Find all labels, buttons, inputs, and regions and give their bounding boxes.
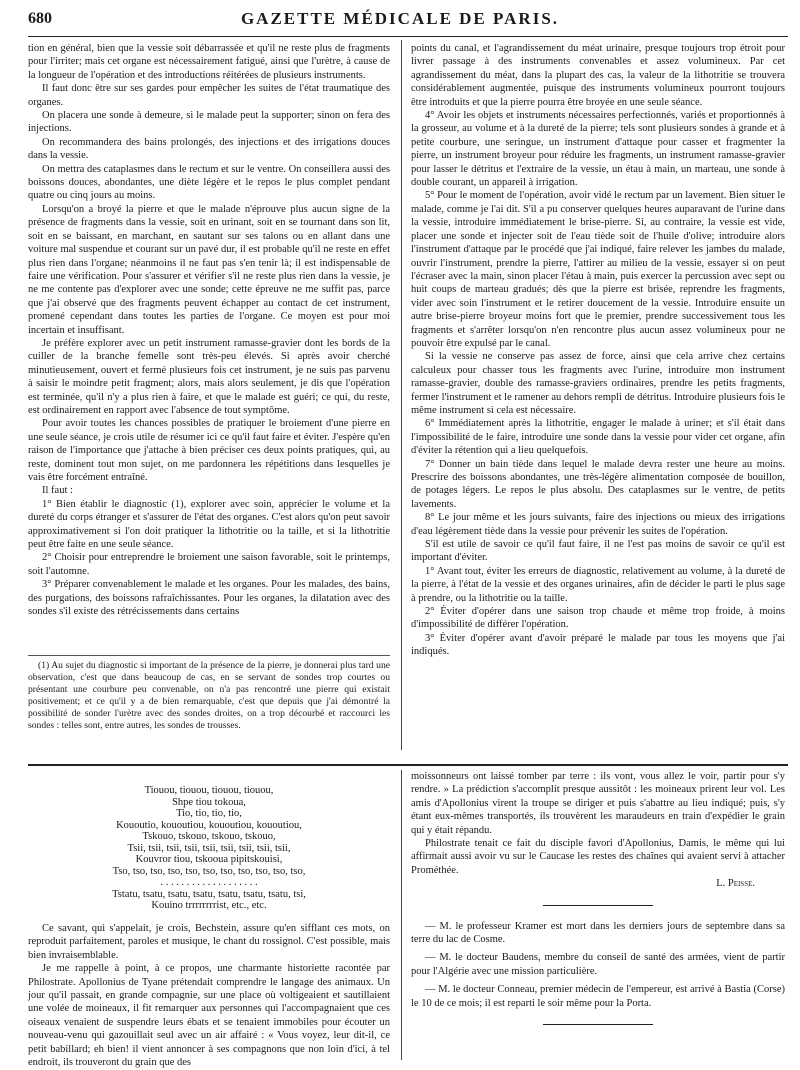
- nightingale-song: [28, 785, 390, 912]
- poem-line: Tso, tso, tso, tso, tso, tso, tso, tso, tso, tso, tso,: [112, 865, 306, 877]
- paragraph: points du canal, et l'agrandissement du méat urinaire, presque toujours trop étroit pour livrer passage à des instruments convenables et assez volumineux. Par cet agrandissement du méat, dans la plupart des cas, la valeur de la lithotritie se trouvera considérablement augmentée, puisque des instruments volumineux pourront toujours être introduits et que la pierre pourra être broyée en une seule séance.: [411, 43, 785, 108]
- paragraph: 4° Avoir les objets et instruments nécessaires perfectionnés, variés et proportionnés à la grosseur, au volume et à la dureté de la pierre; tels sont plusieurs sondes à grande et à petite courbure, une seringue, un instrument d'attaque pour casser et fragmenter la pierre, un instrument broyeur pour réduire les fragments, un instrument ramasse-gravier pour lasser le détritus et l'extraire de la vessie, un étau à main, un marteau, une sonde à double courant, un appareil à irrigation.: [411, 110, 785, 189]
- paragraph: On recommandera des bains prolongés, des injections et des irrigations douces dans la vessie.: [28, 136, 390, 162]
- paragraph: Philostrate tenait ce fait du disciple favori d'Apollonius, Damis, le même qui lui affirmait aussi avoir vu sur le Caucase les restes des chaînes qui avaient servi à attacher Prométhée.: [411, 838, 785, 876]
- paragraph: 2° Éviter d'opérer dans une saison trop chaude et même trop froide, à moins d'impossibilité de différer l'opération.: [411, 606, 785, 631]
- paragraph: Il faut donc être sur ses gardes pour empêcher les suites de l'état traumatique des organes.: [28, 83, 390, 108]
- poem-line: Tiouou, tiouou, tiouou, tiouou,: [144, 785, 274, 796]
- column-divider: [401, 40, 402, 750]
- poem-line: Shpe tiou tokoua,: [172, 796, 246, 808]
- poem-line: Tskouo, tskouo, tskouo, tskouo,: [142, 831, 276, 842]
- feuilleton-divider: [401, 770, 402, 1060]
- right-column: [411, 42, 785, 750]
- poem-line: Tstatu, tsatu, tsatu, tsatu, tsatu, tsatu, tsatu, tsi,: [112, 888, 306, 900]
- short-rule: [543, 905, 653, 906]
- paragraph: Si la vessie ne conserve pas assez de force, ainsi que cela arrive chez certains calculeux pour chasser tous les fragments avec l'urine, introduire mon instrument ramasse-gravier, double des ramasse-graviers ordinaires, prendre les petits fragments, fermer l'instrument et le ramener au dehors rempli de détritus. Introduire plusieurs fois le même instrument si cela est nécessaire.: [411, 351, 785, 416]
- poem-line: Kouino trrrrrrrrist, etc., etc.: [151, 900, 267, 911]
- paragraph: tion en général, bien que la vessie soit débarrassée et qu'il ne reste plus de fragments pour l'irriter; mais cet organe est nécessairement fatigué, ainsi que l'urètre, à cause de la longueur de l'opération et des introductions réitérées de plusieurs instruments.: [28, 43, 390, 81]
- paragraph: Pour avoir toutes les chances possibles de pratiquer le broiement d'une pierre en une seule séance, je crois utile de résumer ici ce qu'il faut faire et éviter. J'espère qu'en raison de l'importance que j'attache à bien préciser ces deux points pratiques, qui, au reste, dominent tout mon sujet, on me pardonnera les répétitions dans lesquelles je vais être forcément entraîné.: [28, 418, 390, 483]
- poem-line: Tio, tio, tio, tio,: [176, 808, 242, 819]
- paragraph: 6° Immédiatement après la lithotritie, engager le malade à uriner; et s'il était dans l'impossibilité de le faire, introduire une sonde dans la vessie pour vider cet organe, afin d'éviter la rétention qui a lieu quelquefois.: [411, 418, 785, 457]
- short-rule: [543, 1024, 653, 1025]
- paragraph: 2° Choisir pour entreprendre le broiement une saison favorable, soit le printemps, soit l'automne.: [28, 552, 390, 577]
- left-column: [28, 42, 390, 646]
- paragraph: moissonneurs ont laissé tomber par terre : ils vont, vous allez le voir, partir pour s'y rendre. » La prédiction s'accomplit presque aussitôt : les moineaux prirent leur vol. Les amis d'Apollonius virent la troupe se diriger et puis s'abattre au lieu indiqué; puis, s'y étant eux-mêmes transportés, ils trouvèrent les maraudeurs en train d'expédier le grain qui y était répandu.: [411, 771, 785, 836]
- paragraph: 3° Éviter d'opérer avant d'avoir préparé le malade par tous les moyens que j'ai indiqués.: [411, 632, 785, 658]
- poem-line: . . . . . . . . . . . . . . . . . . .: [160, 877, 258, 888]
- news-items: [411, 920, 785, 1010]
- paragraph: 1° Avant tout, éviter les erreurs de diagnostic, relativement au volume, à la dureté de la pierre, à l'état de la vessie et des organes urinaires, afin de décider le parti le plus sage à prendre, ou la lithotritie ou la taille.: [411, 565, 785, 604]
- poem-line: Kououtio, kououtiou, kououtiou, kououtiou,: [116, 819, 302, 831]
- paragraph: Lorsqu'on a broyé la pierre et que le malade n'éprouve plus aucun signe de la présence de fragments dans la vessie, soit en urinant, soit en se tournant dans son lit, soit en se baissant, en marchant, en sautant sur ses talons ou en allant dans une voiture mal suspendue et courant sur un pavé dur, il est probable qu'il ne reste en effet plus rien dans l'organe; néanmoins il ne faut pas s'en tenir là; il est indispensable de faire une vérification. Pour s'assurer et vérifier s'il ne reste plus rien dans la vessie, je ne me contente pas d'explorer avec une sonde; cette épreuve ne me suffit pas, parce que j'ai observé que des fragments peuvent échapper au contact de cet instrument, promené cependant dans toutes les parties de l'organe. Ce moyen est pour moi incertain et insuffisant.: [28, 203, 390, 336]
- paragraph: On placera une sonde à demeure, si le malade peut la supporter; sinon on fera des injections.: [28, 110, 390, 135]
- footnote-text: (1) Au sujet du diagnostic si important de la présence de la pierre, je donnerai plus tard une observation, c'est que dans beaucoup de cas, en se servant de sondes trop courtes ou présentant une courbure peu convenable, on n'a pas rencontré une pierre qui existait positivement; et ce qu'il y a de bien remarquable, c'est que depuis que j'ai démontré la possibilité de sonder l'urètre avec des sondes droites, on a trop décourbé et raccourci les sondes : telles sont, entre autres, les sondes de trousses.: [28, 660, 390, 731]
- paragraph: S'il est utile de savoir ce qu'il faut faire, il ne l'est pas moins de savoir ce qu'il est important d'éviter.: [411, 539, 785, 564]
- news-item: — M. le professeur Kramer est mort dans les derniers jours de septembre dans sa terre du lac de Cosme.: [411, 920, 785, 946]
- paragraph: Il faut :: [42, 485, 73, 497]
- poem-line: Tsii, tsii, tsii, tsii, tsii, tsii, tsii, tsii, tsii,: [127, 842, 291, 854]
- poem-line: Kouvror tiou, tskooua pipitskouisi,: [135, 854, 283, 865]
- paragraph: 3° Préparer convenablement le malade et les organes. Pour les malades, des bains, des purgations, des boissons rafraîchissantes. Pour les organes, la dilatation avec des sondes s'il existe des rétrécissements dans certains: [28, 579, 390, 618]
- paragraph: Je préfère explorer avec un petit instrument ramasse-gravier dont les bords de la cuiller de la branche femelle sont très-peu élevés. Si après avoir cherché minutieusement, ouvert et fermé plusieurs fois cet instrument, je ne suis pas parvenu à saisir le moindre petit fragment; alors, mais alors seulement, je dis que l'opération est terminée, qu'il n'y a plus rien à faire, et que le malade est guéri; ce qui, du reste, est ordinairement en rapport avec l'absence de tout symptôme.: [28, 337, 390, 416]
- page-title: GAZETTE MÉDICALE DE PARIS.: [240, 9, 560, 28]
- feuilleton-left: [28, 922, 390, 1069]
- paragraph: On mettra des cataplasmes dans le rectum et sur le ventre. On conseillera aussi des boissons douces, abondantes, une diète légère et le repos le plus complet pendant quatre ou cinq jours au moins.: [28, 163, 390, 202]
- paragraph: 5° Pour le moment de l'opération, avoir vidé le rectum par un lavement. Bien situer le malade, comme je l'ai dit. S'il a pu conserver quelques heures auparavant de l'urine dans la vessie, introduire immédiatement le brise-pierre. Si, au contraire, la vessie est vide, placer une sonde et injecter soit de l'eau tiède soit de l'huile d'olive; introduire alors l'instrument d'attaque par le procédé que j'ai indiqué, faire relever les jambes du malade, ouvrir l'instrument, prendre la pierre, l'attirer au milieu de la vessie, essayer si on peut l'écraser avec la main, sinon placer l'étau à main, puis exercer la percussion avec sept ou huit coups de marteau gradués; dès que la pierre est brisée, reprendre les fragments, vider avec soin l'instrument et le retirer doucement de la vessie. Introduire ensuite un autre brise-pierre broyeur moins fort que le premier, prendre successivement tous les fragments et s'arrêter lorsqu'on n'en rencontre plus aucun assez volumineux pour ne pouvoir être expulsé par le canal.: [411, 190, 785, 349]
- header-rule: [28, 36, 788, 37]
- feuilleton-separator: [28, 764, 788, 766]
- page-number: 680: [28, 10, 52, 27]
- author-signature: L. Peisse.: [716, 878, 755, 890]
- paragraph: 1° Bien établir le diagnostic (1), explorer avec soin, apprécier le volume et la dureté du corps étranger et s'assurer de l'état des organes. C'est alors qu'on peut savoir approximativement si l'on doit pratiquer la lithotritie ou la taille, et si la lithotritie peut être faite en une seule séance.: [28, 498, 390, 551]
- news-item: — M. le docteur Baudens, membre du conseil de santé des armées, vient de partir pour l'Algérie avec une mission particulière.: [411, 952, 785, 977]
- paragraph: Je me rappelle à point, à ce propos, une charmante historiette racontée par Philostrate. Apollonius de Tyane prétendait comprendre le langage des animaux. Un jour qu'il passait, en grande compagnie, sur une place où voltigeaient et sautillaient une volée de moineaux, il fit remarquer aux personnes qui l'accompagnaient que ces oiseaux venaient de suspendre leurs ébats et se tenaient immobiles pour écouter un nouveau-venu qui gazouillait seul avec un air affairé : « Vous voyez, leur dit-il, ce petit babillard; eh bien! il vient annoncer à ses compagnons que non loin d'ici, à tel endroit, ils trouveront du grain que des: [28, 963, 390, 1069]
- news-item: — M. le docteur Conneau, premier médecin de l'empereur, est arrivé à Bastia (Corse) le 10 de ce mois; il est reparti le soir même pour la Porta.: [411, 984, 785, 1009]
- paragraph: 8° Le jour même et les jours suivants, faire des injections ou mieux des irrigations d'eau légèrement tiède dans la vessie pour prévenir les suites de l'opération.: [411, 512, 785, 537]
- paragraph: Ce savant, qui s'appelait, je crois, Bechstein, assure qu'en sifflant ces mots, on reproduit parfaitement, paroles et musique, le chant du rossignol. C'est possible, mais bien invraisemblable.: [28, 923, 390, 961]
- footnote-rule: [28, 655, 390, 656]
- paragraph: 7° Donner un bain tiède dans lequel le malade devra rester une heure au moins. Prescrire des boissons abondantes, une très-légère alimentation composée de bouillon, de potages légers. Le repos le plus absolu. Des cataplasmes sur le ventre, de petits lavements.: [411, 458, 785, 510]
- feuilleton-right: [411, 770, 785, 1039]
- footnote: [28, 660, 390, 752]
